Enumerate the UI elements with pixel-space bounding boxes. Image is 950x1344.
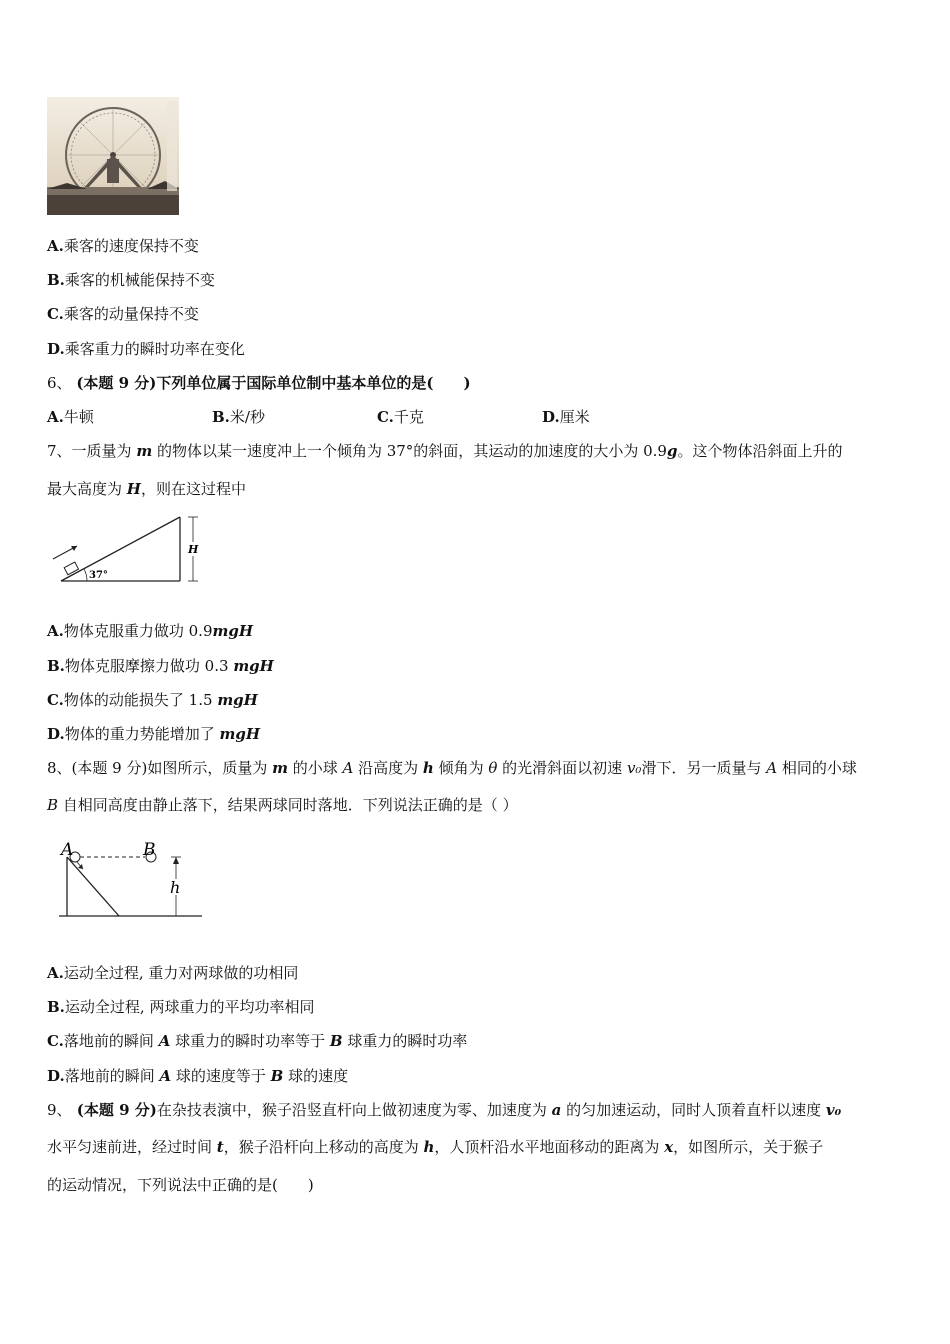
option-text: 乘客的机械能保持不变 (64, 271, 215, 289)
var-a: a (551, 1101, 562, 1119)
q7-option-a (47, 621, 253, 641)
option-label: B. (47, 657, 65, 675)
q9-stem-line2 (47, 1137, 823, 1157)
option-text: 落地前的瞬间 (63, 1032, 159, 1050)
text: 的小球 (287, 759, 343, 777)
option-text: 球的速度等于 (171, 1067, 271, 1085)
q8-stem-line1 (47, 758, 857, 778)
incline-diagram (47, 510, 207, 586)
ball-a-label: A (61, 840, 74, 860)
var-h: h (423, 1138, 435, 1156)
option-label: D. (47, 1067, 65, 1085)
option-label: B. (47, 271, 65, 289)
var-mgH: mgH (217, 691, 258, 709)
q8-option-a (47, 963, 298, 983)
option-text: 球重力的瞬时功率等于 (170, 1032, 330, 1050)
text: 相同的小球 (777, 759, 857, 777)
text: ，人顶杆沿水平地面移动的距离为 (434, 1138, 665, 1156)
var-H: H (126, 480, 141, 498)
option-text: 物体克服摩擦力做功 0.3 (64, 657, 234, 675)
option-text: 物体克服重力做功 0.9 (63, 622, 213, 640)
var-m: m (272, 759, 288, 777)
q8-option-b (47, 997, 314, 1017)
var-mgH: mgH (212, 622, 254, 640)
q6-option-a (47, 407, 94, 427)
var-v0: v₀ (825, 1101, 842, 1119)
var-A: A (342, 759, 354, 777)
text: ，如图所示，关于猴子 (673, 1138, 824, 1156)
var-g: g (666, 442, 678, 460)
height-label: h (170, 878, 181, 897)
question-number: 9、 (47, 1101, 72, 1119)
angle-label: 37° (89, 570, 108, 581)
q9-stem-line3 (47, 1175, 314, 1195)
text: 在杂技表演中，猴子沿竖直杆向上做初速度为零、加速度为 (156, 1101, 552, 1119)
option-text: 运动全过程, 两球重力的平均功率相同 (64, 998, 315, 1016)
text: ，猴子沿杆向上移动的高度为 (223, 1138, 424, 1156)
text: 沿高度为 (353, 759, 423, 777)
option-text: 千克 (393, 408, 424, 426)
question-number: 6、 (47, 374, 72, 392)
option-text: 球重力的瞬时功率 (342, 1032, 468, 1050)
q7-stem-line2 (47, 479, 246, 499)
var-A: A (159, 1067, 172, 1085)
text: 7、一质量为 (47, 442, 137, 460)
var-v0: v₀ (626, 759, 642, 777)
option-text: 乘客的动量保持不变 (63, 305, 199, 323)
option-text: 球的速度 (283, 1067, 349, 1085)
option-text: 物体的重力势能增加了 (64, 725, 220, 743)
q5-option-b (47, 270, 215, 290)
text: 的物体以某一速度冲上一个倾角为 37°的斜面，其运动的加速度的大小为 0.9 (152, 442, 667, 460)
text: 的运动情况，下列说法中正确的是( ) (47, 1176, 314, 1194)
option-label: D. (47, 340, 65, 358)
option-label: C. (47, 1032, 64, 1050)
q5-option-a (47, 236, 199, 256)
var-mgH: mgH (233, 657, 274, 675)
ball-b-label: B (143, 840, 156, 860)
q6-stem (47, 373, 471, 393)
q7-option-c (47, 690, 258, 710)
option-label: C. (47, 305, 64, 323)
var-m: m (136, 442, 153, 460)
option-label: C. (47, 691, 64, 709)
q6-option-d (542, 407, 590, 427)
option-text: 运动全过程, 重力对两球做的功相同 (63, 964, 299, 982)
var-A: A (158, 1032, 171, 1050)
option-label: A. (47, 622, 64, 640)
option-text: 厘米 (559, 408, 590, 426)
text: 自相同高度由静止落下，结果两球同时落地．下列说法正确的是（ ） (58, 796, 518, 814)
option-text: 乘客的速度保持不变 (63, 237, 199, 255)
text: 水平匀速前进，经过时间 (47, 1138, 217, 1156)
var-h: h (422, 759, 434, 777)
option-label: B. (212, 408, 230, 426)
q8-option-d (47, 1066, 348, 1086)
q5-option-c (47, 304, 199, 324)
option-label: A. (47, 408, 64, 426)
var-B: B (329, 1032, 343, 1050)
height-label: H (188, 543, 199, 556)
text: 的匀加速运动，同时人顶着直杆以速度 (561, 1101, 826, 1119)
option-label: A. (47, 964, 64, 982)
option-label: A. (47, 237, 64, 255)
question-score: (本题 9 分) (76, 374, 157, 392)
slope-and-drop-diagram (57, 835, 207, 921)
option-text: 落地前的瞬间 (64, 1067, 160, 1085)
question-score: (本题 9 分) (71, 1101, 157, 1119)
var-mgH: mgH (219, 725, 261, 743)
text: 最大高度为 (47, 480, 127, 498)
text: ，则在这过程中 (140, 480, 246, 498)
option-text: 物体的动能损失了 1.5 (63, 691, 218, 709)
q8-stem-line2 (47, 795, 518, 815)
option-label: D. (542, 408, 560, 426)
q6-option-c (377, 407, 424, 427)
option-text: 乘客重力的瞬时功率在变化 (64, 340, 245, 358)
q7-option-d (47, 724, 260, 744)
text: 的光滑斜面以初速 (497, 759, 627, 777)
q5-option-d (47, 339, 245, 359)
var-A: A (766, 759, 778, 777)
option-text: 米/秒 (229, 408, 265, 426)
option-text: 牛顿 (63, 408, 94, 426)
text: 。这个物体沿斜面上升的 (677, 442, 843, 460)
q7-option-b (47, 656, 274, 676)
option-label: D. (47, 725, 65, 743)
text: 滑下．另一质量与 (641, 759, 767, 777)
q7-stem-line1 (47, 441, 842, 461)
question-text: 下列单位属于国际单位制中基本单位的是( ) (156, 374, 471, 392)
option-label: B. (47, 998, 65, 1016)
q6-option-b (212, 407, 265, 427)
var-B: B (47, 796, 59, 814)
var-t: t (216, 1138, 224, 1156)
q8-option-c (47, 1031, 467, 1051)
var-theta: θ (488, 759, 498, 777)
text: 8、(本题 9 分)如图所示，质量为 (47, 759, 273, 777)
ferris-wheel-photo (47, 97, 179, 215)
var-B: B (270, 1067, 284, 1085)
q9-stem-line1 (47, 1100, 841, 1120)
text: 倾角为 (433, 759, 489, 777)
option-label: C. (377, 408, 394, 426)
var-x: x (664, 1138, 674, 1156)
